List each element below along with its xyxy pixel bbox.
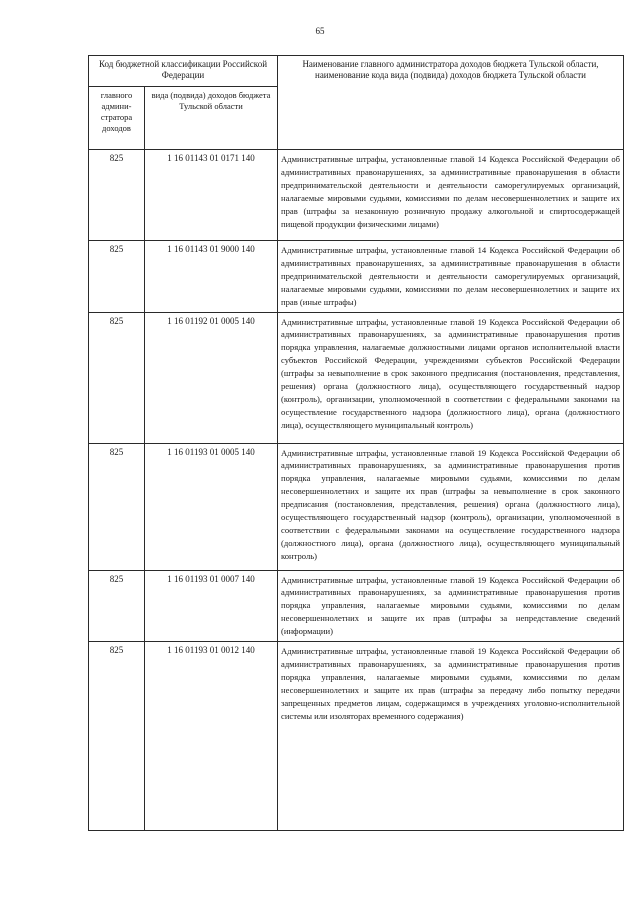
table-row bbox=[89, 443, 624, 570]
income-description-text: Административные штрафы, установленные главой 19 Кодекса Российской Федерации об административных правонарушениях, за административные правонарушения против порядка управления, налагаемые мировыми судьями, комиссиями по делам несовершеннолетних и защите их прав (штрафы за невыполнение в срок законного предписания (постановления, представления, решения) органа (должностного лица), осуществляющего государственный надзор (контроль), организации, уполномоченной в соответствии с федеральными законами на осуществление государственного надзора (должностного лица), органа (должностного лица), осуществляющего муниципальный контроль) bbox=[281, 447, 620, 561]
administrator-code-cell: 825 bbox=[89, 150, 145, 241]
income-description-cell bbox=[278, 150, 624, 241]
table-row bbox=[89, 312, 624, 443]
income-code-cell: 1 16 01193 01 0007 140 bbox=[145, 570, 278, 642]
table-row bbox=[89, 241, 624, 313]
income-description-text: Административные штрафы, установленные главой 14 Кодекса Российской Федерации об административных правонарушениях, за административные правонарушения в области предпринимательской деятельности и деятельности саморегулируемых организаций, налагаемые мировыми судьями, комиссиями по делам несовершеннолетних и защите их прав (иные штрафы) bbox=[281, 245, 620, 307]
budget-classification-table bbox=[88, 55, 624, 831]
administrator-code-cell: 825 bbox=[89, 443, 145, 570]
income-code-cell: 1 16 01193 01 0005 140 bbox=[145, 443, 278, 570]
table-row bbox=[89, 642, 624, 831]
income-description-cell bbox=[278, 443, 624, 570]
administrator-code-cell: 825 bbox=[89, 312, 145, 443]
table-row bbox=[89, 570, 624, 642]
administrator-code-cell: 825 bbox=[89, 570, 145, 642]
income-description-text: Административные штрафы, установленные главой 19 Кодекса Российской Федерации об административных правонарушениях, за административные правонарушения против порядка управления, налагаемые мировыми судьями, комиссиями по делам несовершеннолетних и защите их прав (штрафы за непредставление сведений (информации) bbox=[281, 574, 620, 637]
income-description-cell bbox=[278, 241, 624, 313]
income-code-cell: 1 16 01193 01 0012 140 bbox=[145, 642, 278, 831]
income-code-cell: 1 16 01143 01 9000 140 bbox=[145, 241, 278, 313]
income-description-cell bbox=[278, 570, 624, 642]
income-description-cell bbox=[278, 312, 624, 443]
income-code-cell: 1 16 01143 01 0171 140 bbox=[145, 150, 278, 241]
income-description-cell bbox=[278, 642, 624, 831]
header-main-administrator: главного админи-стратора доходов bbox=[89, 87, 145, 150]
income-description-text: Административные штрафы, установленные главой 19 Кодекса Российской Федерации об административных правонарушениях, за административные правонарушения против порядка управления, налагаемые должностными лицами органов исполнительной власти субъектов Российской Федерации, учреждениями субъектов Российской Федерации (штрафы за невыполнение в срок законного предписания (постановления, представления, решения) органа (должностного лица), осуществляющего государственный надзор (контроль), организации, уполномоченной в соответствии с федеральными законами на осуществление государственного надзора (должностного лица), органа (должностного лица), осуществляющего муниципальный контроль) bbox=[281, 316, 620, 430]
income-description-text: Административные штрафы, установленные главой 14 Кодекса Российской Федерации об административных правонарушениях, за административные правонарушения в области предпринимательской деятельности и деятельности саморегулируемых организаций, налагаемые мировыми судьями, комиссиями по делам несовершеннолетних и защите их прав (штрафы за незаконную розничную продажу алкогольной и спиртосодержащей пищевой продукции физическими лицами) bbox=[281, 154, 620, 229]
header-classification-code: Код бюджетной классификации Российской Федерации bbox=[89, 56, 278, 87]
income-code-cell: 1 16 01192 01 0005 140 bbox=[145, 312, 278, 443]
table-row bbox=[89, 150, 624, 241]
administrator-code-cell: 825 bbox=[89, 642, 145, 831]
administrator-code-cell: 825 bbox=[89, 241, 145, 313]
header-administrator-name: Наименование главного администратора доходов бюджета Тульской области, наименование кода вида (подвида) доходов бюджета Тульской области bbox=[278, 56, 624, 150]
income-description-text: Административные штрафы, установленные главой 19 Кодекса Российской Федерации об административных правонарушениях, за административные правонарушения против порядка управления, налагаемые мировыми судьями, комиссиями по делам несовершеннолетних и защите их прав (штрафы за передачу либо попытку передачи запрещенных предметов лицам, содержащимся в учреждениях уголовно-исполнительной системы или изоляторах временного содержания) bbox=[281, 646, 620, 721]
page-number: 65 bbox=[315, 26, 325, 36]
header-income-kind: вида (подвида) доходов бюджета Тульской области bbox=[145, 87, 278, 150]
